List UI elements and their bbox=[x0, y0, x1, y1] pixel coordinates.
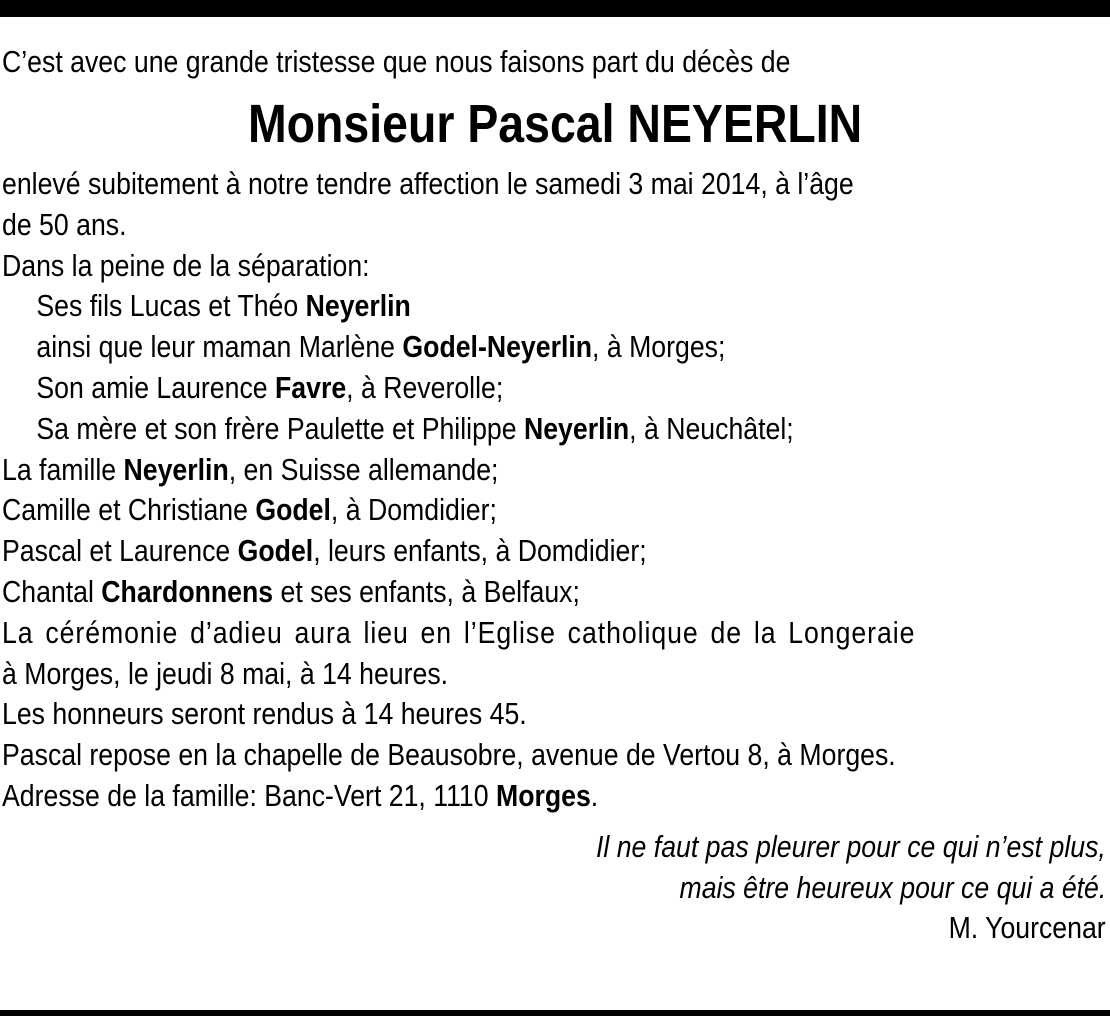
family-surname: Neyerlin bbox=[305, 288, 411, 324]
death-notice bbox=[2, 40, 1108, 949]
family-address-line: Adresse de la famille: Banc-Vert 21, 1110 Morges. bbox=[2, 777, 599, 813]
quote-line-1: Il ne faut pas pleurer pour ce qui n’est plus, bbox=[596, 828, 1106, 864]
family-surname: Neyerlin bbox=[123, 451, 229, 487]
family-line: Chantal Chardonnens et ses enfants, à Belfaux; bbox=[2, 573, 580, 609]
family-line: La famille Neyerlin, en Suisse allemande; bbox=[2, 451, 499, 487]
announcement-line-1: enlevé subitement à notre tendre affection le samedi 3 mai 2014, à l’âge bbox=[2, 166, 854, 201]
bottom-border-rule bbox=[0, 1010, 1110, 1016]
family-line: ainsi que leur maman Marlène Godel-Neyerlin, à Morges; bbox=[36, 329, 726, 365]
mourners-intro: Dans la peine de la séparation: bbox=[2, 247, 370, 283]
family-surname: Godel-Neyerlin bbox=[402, 329, 593, 365]
address-city: Morges bbox=[495, 777, 591, 813]
family-line: Sa mère et son frère Paulette et Philippe Neyerlin, à Neuchâtel; bbox=[36, 410, 794, 446]
family-surname: Neyerlin bbox=[523, 410, 630, 446]
family-line: Camille et Christiane Godel, à Domdidier; bbox=[2, 492, 497, 528]
top-border-rule bbox=[0, 0, 1110, 17]
rest-place-line: Pascal repose en la chapelle de Beausobre, avenue de Vertou 8, à Morges. bbox=[2, 737, 896, 773]
family-line: Son amie Laurence Favre, à Reverolle; bbox=[36, 369, 504, 405]
family-surname: Godel bbox=[255, 492, 331, 528]
honours-line: Les honneurs seront rendus à 14 heures 45. bbox=[2, 696, 527, 732]
quote-author: M. Yourcenar bbox=[948, 910, 1106, 946]
family-surname: Godel bbox=[237, 533, 314, 569]
intro-text: C’est avec une grande tristesse que nous faisons part du décès de bbox=[2, 44, 791, 79]
deceased-name-text: Monsieur Pascal NEYERLIN bbox=[247, 94, 863, 154]
announcement-line-2: de 50 ans. bbox=[2, 206, 127, 242]
ceremony-line-1: La cérémonie d’adieu aura lieu en l’Eglise catholique de la Longeraie bbox=[2, 614, 916, 650]
ceremony-line-2: à Morges, le jeudi 8 mai, à 14 heures. bbox=[2, 655, 449, 691]
deceased-name bbox=[2, 88, 1108, 160]
family-line: Ses fils Lucas et Théo Neyerlin bbox=[36, 288, 411, 324]
quote-line-2: mais être heureux pour ce qui a été. bbox=[679, 869, 1106, 905]
family-surname: Favre bbox=[275, 369, 347, 405]
family-line: Pascal et Laurence Godel, leurs enfants, à Domdidier; bbox=[2, 533, 647, 569]
family-surname: Chardonnens bbox=[101, 573, 274, 609]
